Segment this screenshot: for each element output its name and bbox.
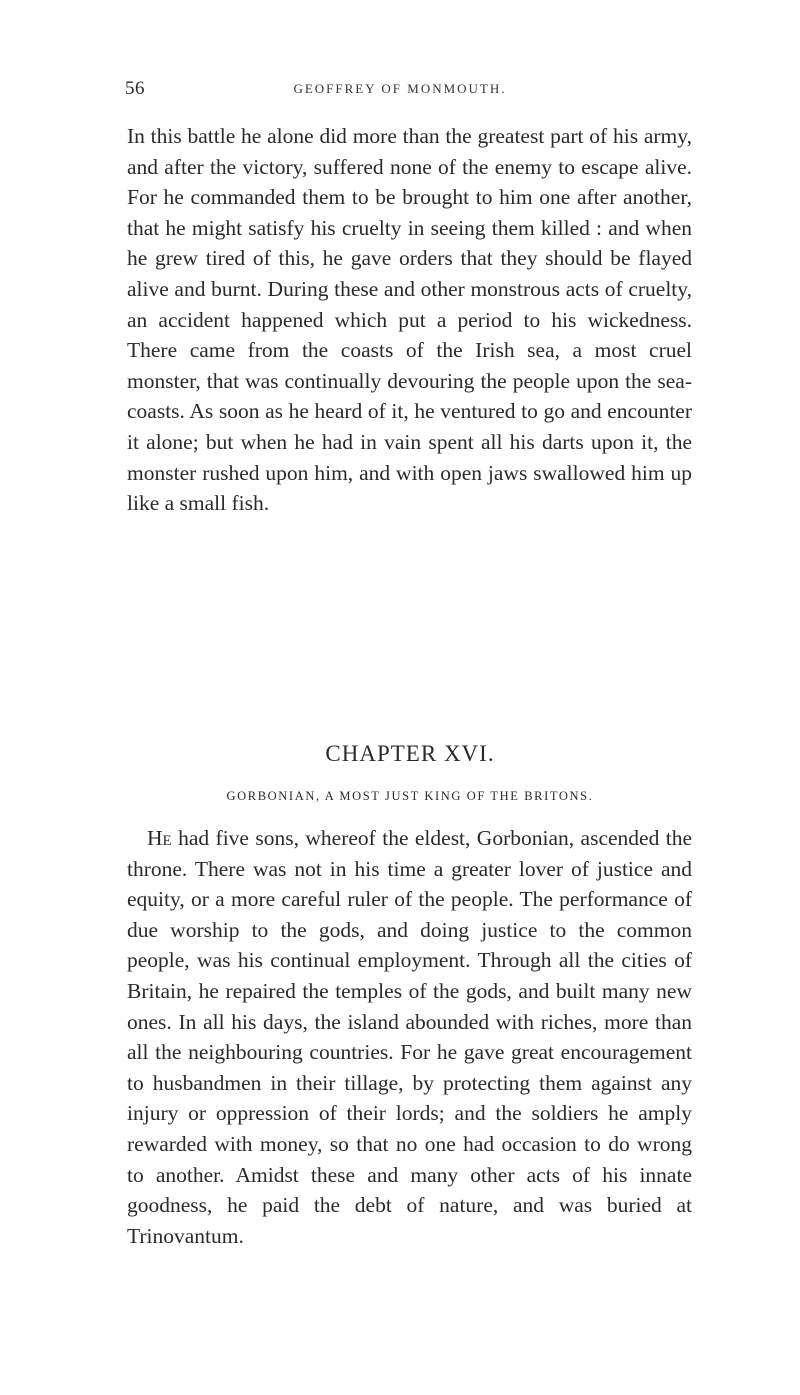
paragraph-2 — [127, 823, 692, 1251]
running-head: GEOFFREY OF MONMOUTH. — [293, 81, 507, 96]
paragraph-2-text: had five sons, whereof the eldest, Gorbonian, ascended the throne. There was not in his time a greater lover of justice and equity, or a more careful ruler of the people. The performance of due worship to the gods, and doing justice to the common people, was his continual employment. Through all the cities of Britain, he repaired the temples of the gods, and built many new ones. In all his days, the island abounded with riches, more than all the neighbouring countries. For he gave great encouragement to husbandmen in their tillage, by protecting them against any injury or oppression of their lords; and the soldiers he amply rewarded with money, so that no one had occasion to do wrong to another. Amidst these and many other acts of his innate goodness, he paid the debt of nature, and was buried at Trinovantum. — [127, 826, 692, 1248]
paragraph-2-lead: He — [147, 826, 172, 850]
paragraph-1: In this battle he alone did more than the greatest part of his army, and after the victory, suffered none of the enemy to escape alive. For he commanded them to be brought to him one after another, that he might satisfy his cruelty in seeing them killed : and when he grew tired of this, he gave orders that they should be flayed alive and burnt. During these and other monstrous acts of cruelty, an accident happened which put a period to his wickedness. There came from the coasts of the Irish sea, a most cruel monster, that was continually devouring the people upon the sea-coasts. As soon as he heard of it, he ventured to go and encounter it alone; but when he had in vain spent all his darts upon it, the monster rushed upon him, and with open jaws swallowed him up like a small fish. — [127, 124, 692, 516]
page-number: 56 — [125, 78, 145, 99]
chapter-heading: CHAPTER XVI. — [325, 741, 495, 766]
chapter-subtitle: GORBONIAN, A MOST JUST KING OF THE BRITONS. — [226, 789, 594, 803]
